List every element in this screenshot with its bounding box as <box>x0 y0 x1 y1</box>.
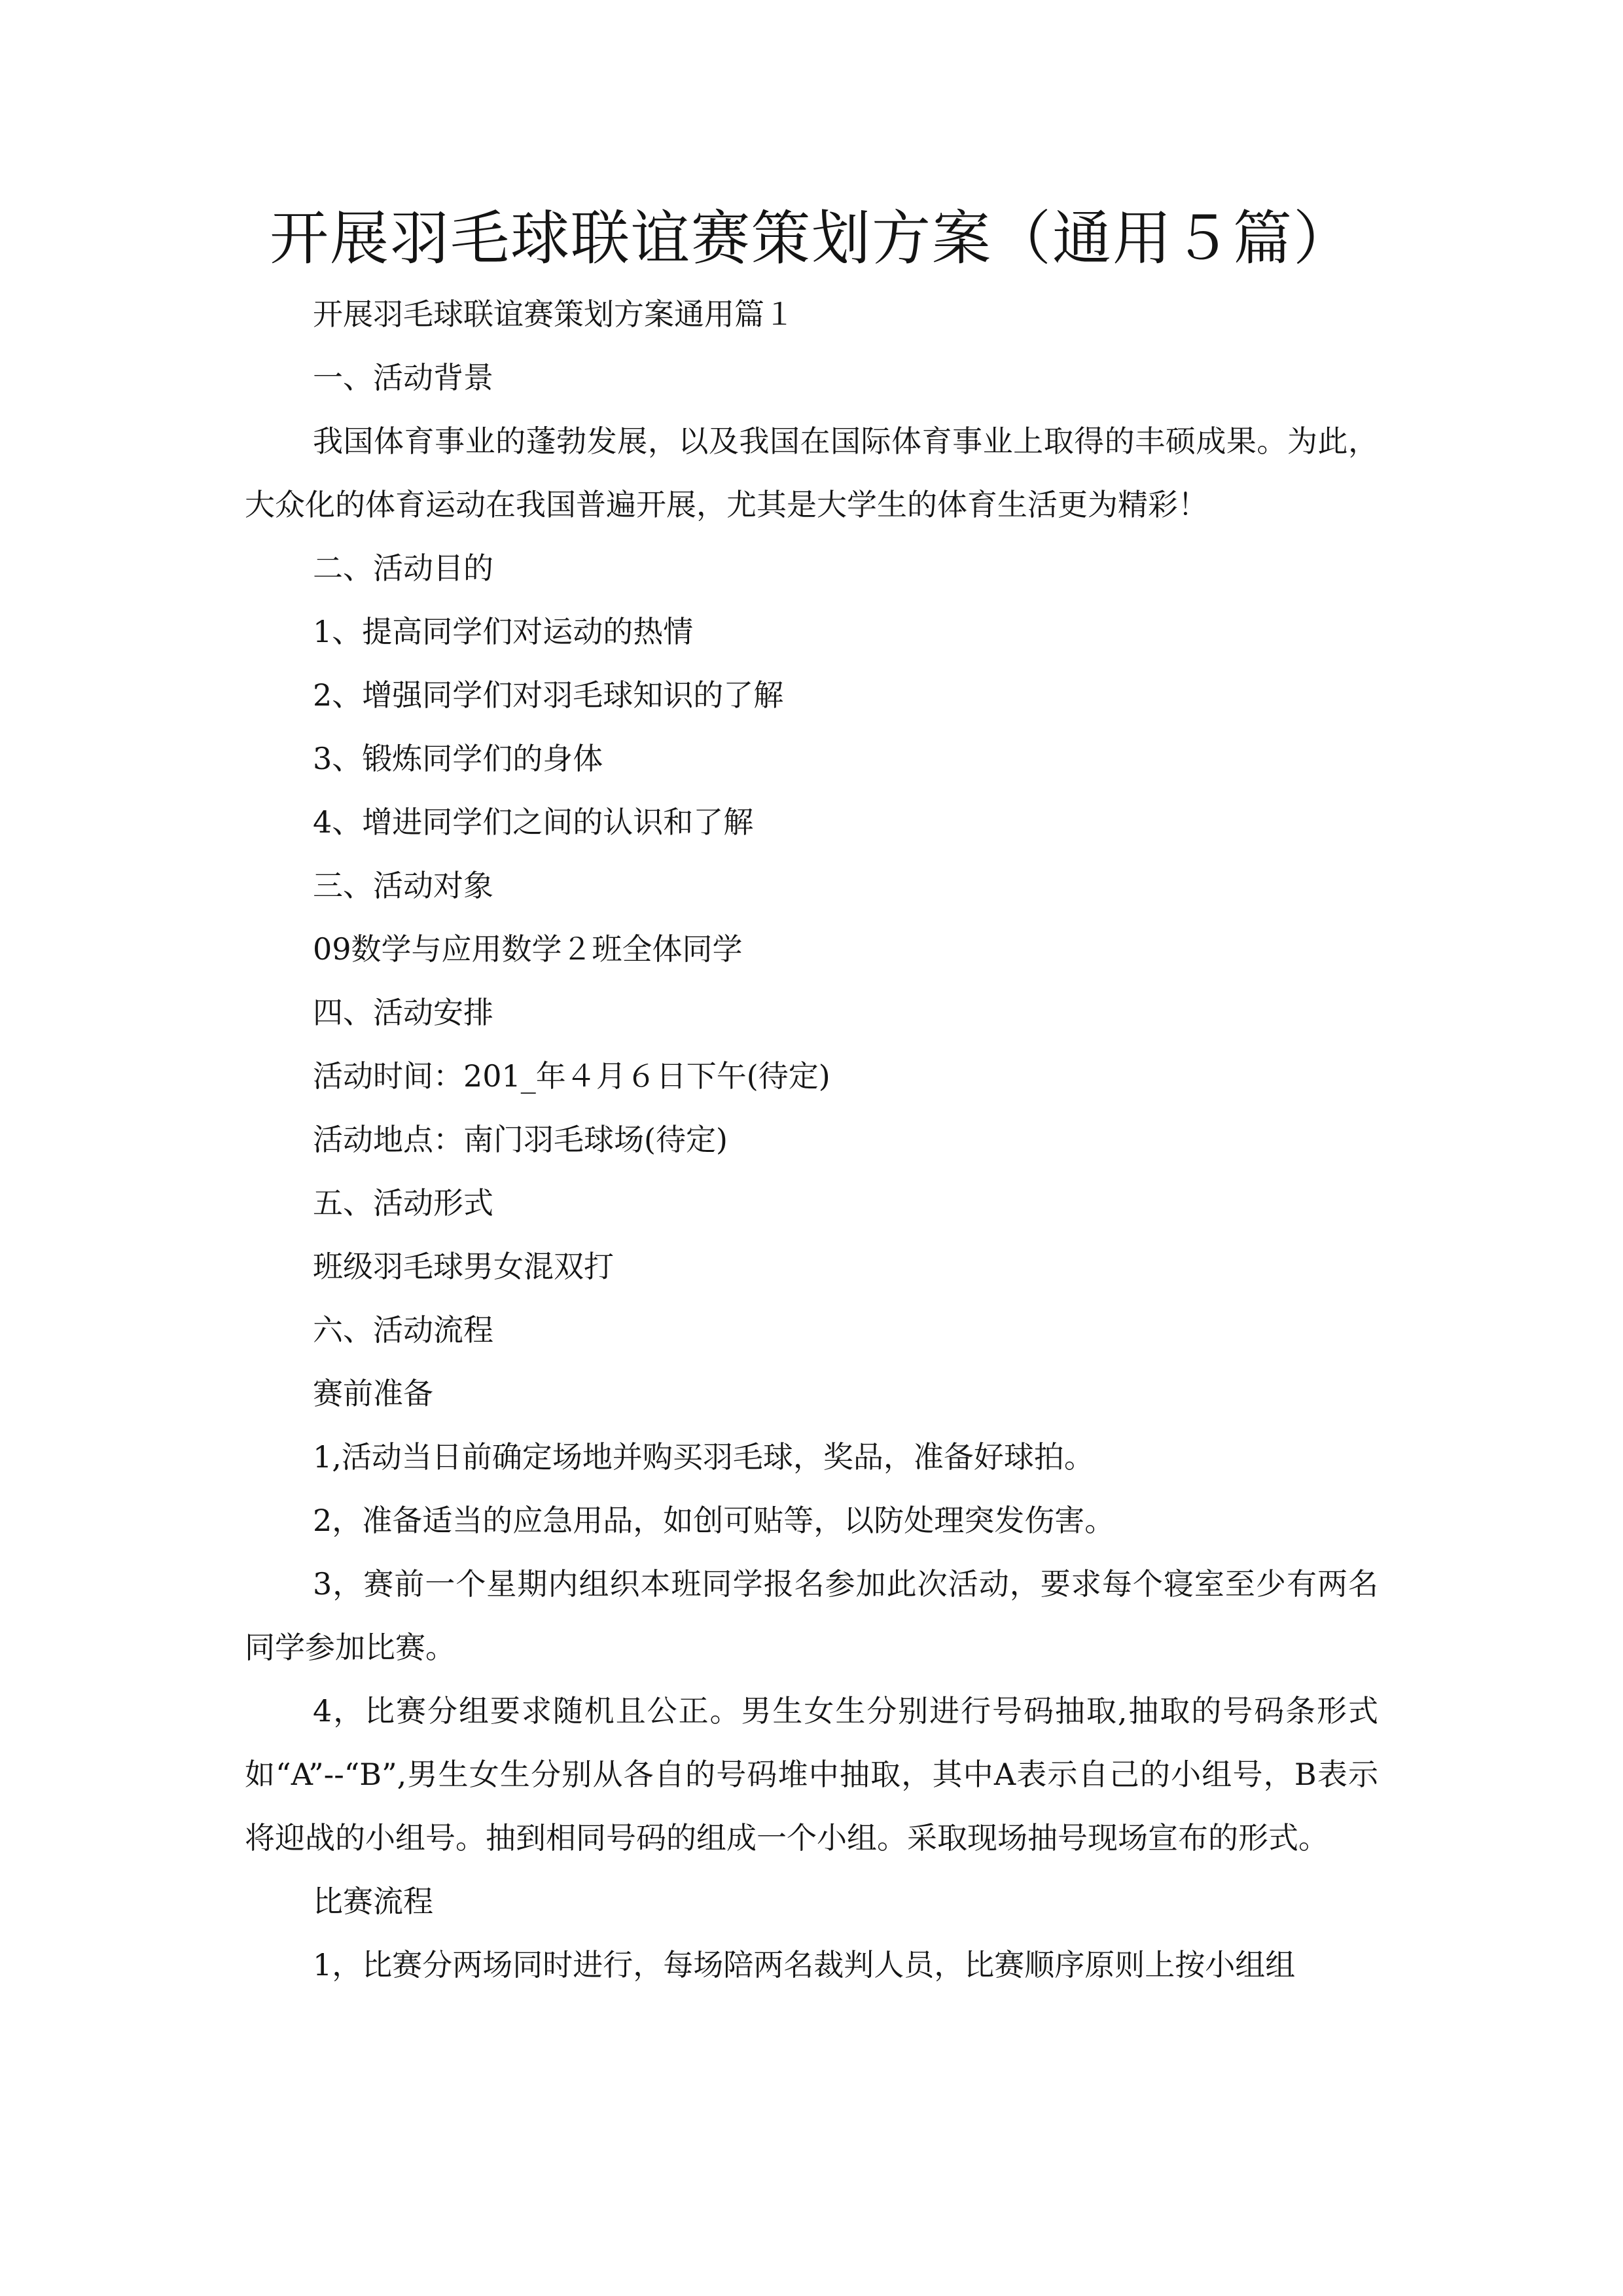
preparation-item-1: 1,活动当日前确定场地并购买羽毛球，奖品，准备好球拍。 <box>313 1439 1094 1475</box>
heading-background: 一、活动背景 <box>313 360 493 395</box>
purpose-item-2: 2、增强同学们对羽毛球知识的了解 <box>313 677 784 713</box>
heading-format: 五、活动形式 <box>313 1185 493 1221</box>
section-heading-article-1: 开展羽毛球联谊赛策划方案通用篇１ <box>313 296 794 332</box>
paragraph-background: 我国体育事业的蓬勃发展，以及我国在国际体育事业上取得的丰硕成果。为此，大众化的体育运动在我国普遍开展，尤其是大学生的体育生活更为精彩！ <box>245 423 1378 522</box>
heading-purpose: 二、活动目的 <box>313 550 493 586</box>
heading-process: 六、活动流程 <box>313 1312 493 1348</box>
purpose-item-4: 4、增进同学们之间的认识和了解 <box>313 804 754 840</box>
paragraph-location: 活动地点：南门羽毛球场(待定) <box>313 1122 728 1157</box>
paragraph-format: 班级羽毛球男女混双打 <box>313 1249 614 1284</box>
paragraph-participants: 09数学与应用数学２班全体同学 <box>313 931 743 967</box>
document-body <box>245 283 1378 1997</box>
preparation-item-4: 4，比赛分组要求随机且公正。男生女生分别进行号码抽取,抽取的号码条形式如“A”--“B”,男生女生分别从各自的号码堆中抽取，其中A表示自己的小组号，B表示将迎战的小组号。抽到相同号码的组成一个小组。采取现场抽号现场宣布的形式。 <box>245 1693 1378 1856</box>
heading-participants: 三、活动对象 <box>313 868 493 903</box>
paragraph-time: 活动时间：201_年４月６日下午(待定) <box>313 1058 830 1094</box>
purpose-item-3: 3、锻炼同学们的身体 <box>313 741 603 776</box>
heading-arrangement: 四、活动安排 <box>313 995 493 1030</box>
subheading-match-process: 比赛流程 <box>313 1884 433 1919</box>
preparation-item-2: 2，准备适当的应急用品，如创可贴等，以防处理突发伤害。 <box>313 1503 1115 1538</box>
preparation-item-3: 3，赛前一个星期内组织本班同学报名参加此次活动，要求每个寝室至少有两名同学参加比赛。 <box>245 1566 1378 1665</box>
subheading-preparation: 赛前准备 <box>313 1376 433 1411</box>
purpose-item-1: 1、提高同学们对运动的热情 <box>313 614 694 649</box>
match-process-item-1: 1，比赛分两场同时进行，每场陪两名裁判人员，比赛顺序原则上按小组组 <box>313 1947 1296 1982</box>
document-title: 开展羽毛球联谊赛策划方案（通用５篇） <box>270 204 1353 273</box>
